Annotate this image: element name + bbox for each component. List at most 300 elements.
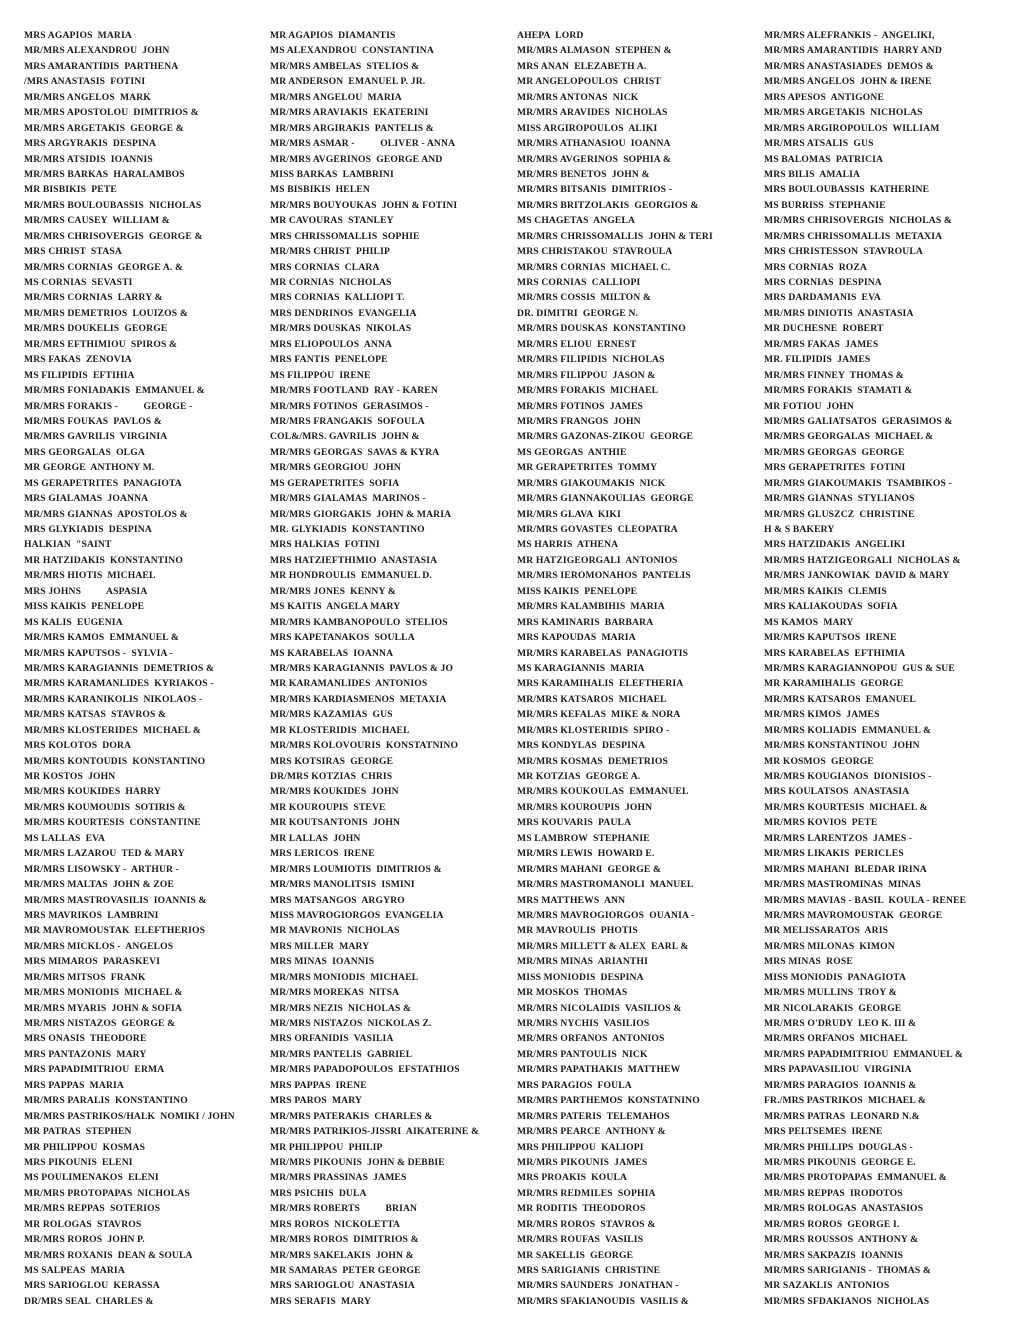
name-entry: MR ANGELOPOULOS CHRIST [517, 76, 661, 88]
name-entry: MR/MRS BRITZOLAKIS GEORGIOS & [517, 199, 699, 211]
name-entry: MRS HALKIAS FOTINI [270, 539, 380, 551]
name-entry: MR/MRS ROLOGAS ANASTASIOS [764, 1203, 924, 1215]
name-entry: MR/MRS FORAKIS MICHAEL [517, 385, 659, 397]
name-entry: MRS GERAPETRITES FOTINI [764, 462, 906, 474]
name-entry: MR/MRS CORNIAS GEORGE A. & [24, 261, 184, 273]
name-entry: MRS PARAGIOS FOULA [517, 1079, 632, 1091]
name-entry: MRS MATSANGOS ARGYRO [270, 894, 405, 906]
name-entry: MS CHAGETAS ANGELA [517, 215, 636, 227]
name-entry: MR/MRS KARAGIANNIS PAVLOS & JO [270, 662, 454, 674]
name-entry: MS POULIMENAKOS ELENI [24, 1172, 159, 1184]
name-entry: MR/MRS KAZAMIAS GUS [270, 709, 393, 721]
name-entry: MR/MRS AVGERINOS SOPHIA & [517, 153, 672, 165]
name-entry: MRS MINAS ROSE [764, 956, 853, 968]
name-entry: MS SALPEAS MARIA [24, 1265, 125, 1276]
name-entry: MR/MRS PROTOPAPAS NICHOLAS [24, 1187, 190, 1199]
name-entry: MR/MRS NYCHIS VASILIOS [517, 1018, 650, 1029]
name-entry: MR/MRS ROROS DIMITRIOS & [270, 1234, 419, 1246]
name-entry: MR/MRS PATERAKIS CHARLES & [270, 1110, 433, 1122]
name-entry: MR/MRS ALEFRANKIS - ANGELIKI, [764, 30, 935, 41]
name-entry: MRS PAPAVASILIOU VIRGINIA [764, 1064, 912, 1076]
name-entry: MR/MRS KAPUTSOS IRENE [764, 632, 897, 644]
name-entry: MR/MRS ASMAR - OLIVER - ANNA [270, 138, 456, 150]
name-entry: MRS CORNIAS CALLIOPI [517, 277, 641, 288]
name-entry: MRS PIKOUNIS ELENI [24, 1156, 133, 1168]
name-entry: MRS MIMAROS PARASKEVI [24, 956, 161, 968]
name-entry: MR/MRS MINAS ARIANTHI [517, 956, 648, 968]
name-entry: MR/MRS IEROMONAHOS PANTELIS [517, 570, 691, 582]
name-entry: MR KLOSTERIDIS MICHAEL [270, 724, 410, 736]
name-entry: MR/MRS MULLINS TROY & [764, 987, 897, 999]
name-entry: MR/MRS ROROS STAVROS & [517, 1218, 656, 1230]
name-entry: MR/MRS GIORGAKIS JOHN & MARIA [270, 508, 452, 520]
name-entry: MRS KAPOUDAS MARIA [517, 632, 636, 644]
name-entry: MRS DENDRINOS EVANGELIA [270, 307, 417, 319]
name-entry: MR/MRS MALTAS JOHN & ZOE [24, 879, 175, 891]
name-entry: MR/MRS KOSMAS DEMETRIOS [517, 755, 668, 767]
name-entry: MR/MRS ATSIDIS IOANNIS [24, 153, 153, 165]
name-entry: MR KOUROUPIS STEVE [270, 801, 386, 813]
name-entry: MRS GEORGALAS OLGA [24, 446, 145, 458]
name-entry: MR/MRS KATSAROS EMANUEL [764, 693, 916, 705]
name-entry: MR/MRS CHRIST PHILIP [270, 246, 390, 258]
name-entry: MR RODITIS THEODOROS [517, 1203, 646, 1215]
name-entry: MR/MRS MOREKAS NITSA [270, 987, 400, 999]
name-entry: MR KARAMANLIDES ANTONIOS [270, 678, 428, 690]
name-entry: MS FILIPPOU IRENE [270, 369, 371, 381]
name-entry: MR/MRS MILLETT & ALEX EARL & [517, 940, 689, 952]
name-entry: MRS HATZIDAKIS ANGELIKI [764, 539, 906, 551]
name-entry: MR/MRS LIKAKIS PERICLES [764, 848, 904, 860]
name-entry: MRS CORNIAS DESPINA [764, 277, 882, 288]
name-entry: MR/MRS FONIADAKIS EMMANUEL & [24, 385, 205, 397]
name-entry: MR/MRS GALIATSATOS GERASIMOS & [764, 415, 953, 427]
name-entry: MR/MRS KOUKOULAS EMMANUEL [517, 786, 689, 798]
name-entry: MR MOSKOS THOMAS [517, 987, 628, 999]
name-entry: MR PHILIPPOU PHILIP [270, 1141, 383, 1153]
name-entry: MR KARAMIHALIS GEORGE [764, 678, 904, 690]
name-entry: MR/MRS MAHANI GEORGE & [517, 863, 662, 875]
name-entry: MR/MRS MYARIS JOHN & SOFIA [24, 1002, 182, 1014]
name-entry: MR/MRS KEFALAS MIKE & NORA [517, 709, 681, 721]
name-entry: MR/MRS MANOLITSIS ISMINI [270, 879, 415, 891]
name-entry: MR SAZAKLIS ANTONIOS [764, 1280, 890, 1292]
name-entry: MR/MRS COSSIS MILTON & [517, 292, 652, 304]
name-entry: MR/MRS KARDIASMENOS METAXIA [270, 693, 447, 705]
name-entry: MISS KAIKIS PENELOPE [24, 601, 145, 613]
name-entry: MRS CHRISTAKOU STAVROULA [517, 246, 673, 258]
name-entry: MS LALLAS EVA [24, 832, 106, 844]
name-entry: MR/MRS KAMOS EMMANUEL & [24, 632, 179, 644]
name-entry: MRS KALIAKOUDAS SOFIA [764, 601, 898, 613]
name-entry: MR/MRS MONIODIS MICHAEL & [24, 987, 183, 999]
name-entry: MR/MRS ELIOU ERNEST [517, 338, 637, 350]
name-entry: MR/MRS KOLIADIS EMMANUEL & [764, 724, 932, 736]
name-entry: MR/MRS SFDAKIANOS NICHOLAS [764, 1295, 930, 1307]
name-entry: MR/MRS HIOTIS MICHAEL [24, 570, 156, 582]
name-entry: MR/MRS ROROS JOHN P. [24, 1234, 145, 1246]
name-entry: MRS KOTSIRAS GEORGE [270, 755, 394, 767]
name-entry: MR/MRS PARTHEMOS KONSTATNINO [517, 1095, 700, 1107]
name-entry: MISS MONIODIS DESPINA [517, 971, 644, 983]
name-entry: MRS PROAKIS KOULA [517, 1172, 628, 1184]
name-entry: MR/MRS ROBERTS BRIAN [270, 1203, 418, 1215]
name-entry: MRS MINAS IOANNIS [270, 956, 375, 968]
name-entry: MRS LERICOS IRENE [270, 848, 375, 860]
name-entry: MR/MRS BARKAS HARALAMBOS [24, 168, 185, 180]
name-entry: MR/MRS MITSOS FRANK [24, 971, 146, 983]
name-entry: MR/MRS NEZIS NICHOLAS & [270, 1002, 412, 1014]
name-entry: MR KOSTOS JOHN [24, 771, 116, 782]
name-entry: MRS SERAFIS MARY [270, 1295, 372, 1307]
name-entry: MR/MRS DINIOTIS ANASTASIA [764, 307, 914, 319]
name-entry: MRS DARDAMANIS EVA [764, 292, 882, 304]
name-entry: MR SAKELLIS GEORGE [517, 1249, 634, 1261]
name-entry: DR/MRS KOTZIAS CHRIS [270, 771, 393, 782]
name-entry: MR/MRS KOUKIDES JOHN [270, 786, 399, 798]
name-entry: MR CORNIAS NICHOLAS [270, 277, 392, 288]
name-entry: MR AGAPIOS DIAMANTIS [270, 30, 396, 41]
name-entry: MS BISBIKIS HELEN [270, 184, 371, 196]
name-entry: MR/MRS JANKOWIAK DAVID & MARY [764, 570, 950, 582]
name-entry: MR/MRS FRANGOS JOHN [517, 415, 641, 427]
name-entry: MRS CORNIAS KALLIOPI T. [270, 292, 405, 304]
name-entry: MR/MRS MASTROMINAS MINAS [764, 879, 921, 891]
name-entry: MR/MRS LOUMIOTIS DIMITRIOS & [270, 863, 442, 875]
name-entry: MRS GLYKIADIS DESPINA [24, 524, 152, 535]
name-entry: MRS KAMINARIS BARBARA [517, 616, 654, 628]
name-entry: MR/MRS PIKOUNIS JAMES [517, 1156, 648, 1168]
name-entry: MR/MRS GLAVA KIKI [517, 508, 621, 520]
name-entry: MR/MRS ROROS GEORGE I. [764, 1218, 900, 1230]
name-entry: MR/MRS SAUNDERS JONATHAN - [517, 1280, 679, 1292]
name-entry: MR/MRS BOULOUBASSIS NICHOLAS [24, 199, 202, 211]
name-entry: MRS SARIGIANIS CHRISTINE [517, 1265, 661, 1276]
name-entry: MR/MRS GIANNAS APOSTOLOS & [24, 508, 188, 520]
name-entry: MR/MRS ARGETAKIS NICHOLAS [764, 107, 923, 119]
name-entry: MR/MRS KAPUTSOS - SYLVIA - [24, 647, 173, 659]
name-entry: MRS PAROS MARY [270, 1095, 363, 1107]
name-entry: MRS PAPPAS MARIA [24, 1079, 124, 1091]
name-entry: MR CAVOURAS STANLEY [270, 215, 394, 227]
name-entry: MR/MRS SARIGIANIS - THOMAS & [764, 1265, 932, 1276]
name-entry: MR/MRS ANGELOS MARK [24, 91, 151, 103]
name-entry: MRS ELIOPOULOS ANNA [270, 338, 393, 350]
name-entry: MR DUCHESNE ROBERT [764, 323, 884, 335]
name-entry: MS LAMBROW STEPHANIE [517, 832, 650, 844]
name-entry: MR/MRS KAMBANOPOULO STELIOS [270, 616, 448, 628]
name-entry: MR/MRS MAHANI BLEDAR IRINA [764, 863, 927, 875]
name-entry: MR/MRS SAKPAZIS IOANNIS [764, 1249, 904, 1261]
name-entry: MR/MRS KARANIKOLIS NIKOLAOS - [24, 693, 203, 705]
name-entry: MR. FILIPIDIS JAMES [764, 354, 871, 366]
name-entry: MRS ORFANIDIS VASILIA [270, 1033, 394, 1045]
name-entry: MR. GLYKIADIS KONSTANTINO [270, 524, 425, 535]
name-entry: MR/MRS ROUSSOS ANTHONY & [764, 1234, 919, 1246]
name-entry: MR/MRS GEORGAS GEORGE [764, 446, 905, 458]
name-entry: MR/MRS GIANNAS STYLIANOS [764, 493, 915, 505]
name-entry: MR/MRS ARGETAKIS GEORGE & [24, 122, 184, 134]
name-entry: MR/MRS PANTOULIS NICK [517, 1048, 648, 1060]
name-entry: MR/MRS PASTRIKOS/HALK NOMIKI / JOHN [24, 1110, 235, 1122]
name-entry: MRS PANTAZONIS MARY [24, 1048, 147, 1060]
name-entry: MR/MRS PARAGIOS IOANNIS & [764, 1079, 917, 1091]
name-entry: MISS MONIODIS PANAGIOTA [764, 971, 907, 983]
name-entry: MR/MRS ANTONAS NICK [517, 91, 639, 103]
name-entry: MR/MRS GLUSZCZ CHRISTINE [764, 508, 915, 520]
name-entry: MR/MRS ATHANASIOU IOANNA [517, 138, 671, 150]
name-entry: MR/MRS ROUFAS VASILIS [517, 1234, 644, 1246]
name-entry: MR/MRS AVGERINOS GEORGE AND [270, 153, 443, 165]
name-entry: MR/MRS FORAKIS - GEORGE - [24, 400, 193, 412]
name-entry: MR/MRS AMBELAS STELIOS & [270, 60, 420, 72]
name-entry: MR/MRS NISTAZOS NICKOLAS Z. [270, 1018, 432, 1029]
name-entry: MR/MRS CHRISOVERGIS GEORGE & [24, 230, 203, 242]
name-entry: MR MELISSARATOS ARIS [764, 925, 889, 937]
name-entry: MRS BILIS AMALIA [764, 168, 861, 180]
name-entry: MRS PELTSEMES IRENE [764, 1126, 883, 1138]
name-entry: MR/MRS KARABELAS PANAGIOTIS [517, 647, 689, 659]
name-entry: MRS CORNIAS CLARA [270, 261, 380, 273]
name-entry: DR/MRS SEAL CHARLES & [24, 1295, 154, 1307]
name-entry: MISS BARKAS LAMBRINI [270, 168, 394, 180]
name-entry: MS HARRIS ATHENA [517, 539, 619, 551]
name-entry: MR MAVRONIS NICHOLAS [270, 925, 400, 937]
name-entry: MS BURRISS STEPHANIE [764, 199, 886, 211]
name-entry: MR/MRS AMARANTIDIS HARRY AND [764, 45, 942, 57]
name-entry: MR GERAPETRITES TOMMY [517, 462, 658, 474]
name-entry: MR/MRS CHRISSOMALLIS JOHN & TERI [517, 230, 713, 242]
name-entry: MR/MRS PATRAS LEONARD N.& [764, 1110, 920, 1122]
name-entry: MR/MRS ORFANOS MICHAEL [764, 1033, 908, 1045]
name-entry: MR/MRS FORAKIS STAMATI & [764, 385, 913, 397]
name-entry: MRS MAVRIKOS LAMBRINI [24, 909, 159, 921]
name-entry: MR ANDERSON EMANUEL P. JR. [270, 76, 426, 88]
name-entry: MR/MRS PIKOUNIS JOHN & DEBBIE [270, 1156, 445, 1168]
name-column-4 [764, 28, 1014, 1309]
name-entry: MR/MRS ROXANIS DEAN & SOULA [24, 1249, 193, 1261]
name-entry: MRS MILLER MARY [270, 940, 370, 952]
name-entry: MR/MRS BENETOS JOHN & [517, 168, 650, 180]
name-entry: MR/MRS ARAVIDES NICHOLAS [517, 107, 668, 119]
name-entry: MR/MRS CHRISSOMALLIS METAXIA [764, 230, 943, 242]
name-entry: HALKIAN "SAINT [24, 539, 112, 551]
name-entry: MR/MRS PAPATHAKIS MATTHEW [517, 1064, 681, 1076]
name-entry: MRS ANAN ELEZABETH A. [517, 60, 647, 72]
name-entry: MRS APESOS ANTIGONE [764, 91, 885, 103]
name-entry: MR PHILIPPOU KOSMAS [24, 1141, 146, 1153]
name-entry: MRS MATTHEWS ANN [517, 894, 626, 906]
name-column-2 [270, 28, 510, 1309]
name-entry: MRS KOLOTOS DORA [24, 740, 132, 752]
name-entry: MS GERAPETRITES PANAGIOTA [24, 477, 182, 489]
name-entry: MR/MRS REDMILES SOPHIA [517, 1187, 656, 1199]
name-entry: MR/MRS GIANNAKOULIAS GEORGE [517, 493, 694, 505]
name-entry: MR/MRS ANASTASIADES DEMOS & [764, 60, 934, 72]
name-entry: MISS KAIKIS PENELOPE [517, 585, 638, 597]
name-entry: FR./MRS PASTRIKOS MICHAEL & [764, 1095, 927, 1107]
name-entry: MISS MAVROGIORGOS EVANGELIA [270, 909, 444, 921]
name-entry: MR/MRS FAKAS JAMES [764, 338, 879, 350]
name-entry: MR/MRS PEARCE ANTHONY & [517, 1126, 666, 1138]
name-entry: MRS SARIOGLOU KERASSA [24, 1280, 160, 1292]
name-entry: DR. DIMITRI GEORGE N. [517, 307, 639, 319]
name-entry: MR/MRS KOUROUPIS JOHN [517, 801, 653, 813]
name-entry: MR/MRS KOUKIDES HARRY [24, 786, 162, 798]
name-entry: MR/MRS ALMASON STEPHEN & [517, 45, 672, 57]
name-entry: MR/MRS KIMOS JAMES [764, 709, 880, 721]
name-entry: MR/MRS BOUYOUKAS JOHN & FOTINI [270, 199, 458, 211]
name-entry: MR PATRAS STEPHEN [24, 1126, 132, 1138]
name-entry: MR/MRS PATERIS TELEMAHOS [517, 1110, 670, 1122]
name-entry: MR/MRS ANGELOS JOHN & IRENE [764, 76, 932, 88]
name-entry: MRS PAPADIMITRIOU ERMA [24, 1064, 165, 1076]
name-entry: MR/MRS PATRIKIOS-JISSRI AIKATERINE & [270, 1126, 480, 1138]
name-entry: MR/MRS CHRISOVERGIS NICHOLAS & [764, 215, 953, 227]
name-entry: MRS AGAPIOS MARIA [24, 30, 132, 41]
name-entry: MR/MRS GAVRILIS VIRGINIA [24, 431, 168, 443]
name-entry: MR/MRS REPPAS IRODOTOS [764, 1187, 903, 1199]
name-entry: MS KAITIS ANGELA MARY [270, 601, 401, 613]
name-entry: MS KAMOS MARY [764, 616, 854, 628]
name-entry: MR/MRS GEORGIOU JOHN [270, 462, 401, 474]
name-entry: MR/MRS CAUSEY WILLIAM & [24, 215, 170, 227]
name-entry: MR/MRS DEMETRIOS LOUIZOS & [24, 307, 188, 319]
name-entry: MR/MRS HATZIGEORGALI NICHOLAS & [764, 554, 961, 566]
name-entry: MISS ARGIROPOULOS ALIKI [517, 122, 658, 134]
name-entry: MR/MRS KOUMOUDIS SOTIRIS & [24, 801, 186, 813]
name-entry: MR/MRS KOURTESIS MICHAEL & [764, 801, 928, 813]
name-entry: MS KALIS EUGENIA [24, 616, 123, 628]
name-entry: H & S BAKERY [764, 524, 835, 535]
name-entry: MRS BOULOUBASSIS KATHERINE [764, 184, 930, 196]
name-entry: MR SAMARAS PETER GEORGE [270, 1265, 421, 1276]
name-entry: MR/MRS MAVROMOUSTAK GEORGE [764, 909, 943, 921]
name-entry: MS BALOMAS PATRICIA [764, 153, 884, 165]
name-entry: MR/MRS KOLOVOURIS KONSTATNINO [270, 740, 459, 752]
name-entry: MRS GIALAMAS JOANNA [24, 493, 149, 505]
name-entry: MR/MRS CORNIAS LARRY & [24, 292, 163, 304]
name-entry: MR KOSMOS GEORGE [764, 755, 874, 767]
name-entry: MR/MRS SFAKIANOUDIS VASILIS & [517, 1295, 689, 1307]
name-entry: MR/MRS FILIPPOU JASON & [517, 369, 656, 381]
name-entry: MRS PAPPAS IRENE [270, 1079, 367, 1091]
name-entry: MR/MRS O'DRUDY LEO K. III & [764, 1018, 917, 1029]
name-entry: MR/MRS GAZONAS-ZIKOU GEORGE [517, 431, 694, 443]
name-entry: MR/MRS DOUSKAS KONSTANTINO [517, 323, 686, 335]
name-entry: MR FOTIOU JOHN [764, 400, 854, 412]
name-entry: MR/MRS GIALAMAS MARINOS - [270, 493, 426, 505]
name-entry: MS GERAPETRITES SOFIA [270, 477, 400, 489]
name-entry: MS CORNIAS SEVASTI [24, 277, 133, 288]
name-entry: MR/MRS MASTROMANOLI MANUEL [517, 879, 694, 891]
name-entry: MR/MRS PHILLIPS DOUGLAS - [764, 1141, 913, 1153]
name-entry: MRS HATZIEFTHIMIO ANASTASIA [270, 554, 438, 566]
name-entry: MR KOUTSANTONIS JOHN [270, 817, 401, 829]
name-entry: MR ROLOGAS STAVROS [24, 1218, 142, 1230]
name-entry: MRS KOULATSOS ANASTASIA [764, 786, 910, 798]
name-entry: MR/MRS LARENTZOS JAMES - [764, 832, 913, 844]
name-column-3 [517, 28, 757, 1309]
name-entry: MR NICOLARAKIS GEORGE [764, 1002, 902, 1014]
name-entry: MRS PHILIPPOU KALIOPI [517, 1141, 644, 1153]
name-entry: MR/MRS FRANGAKIS SOFOULA [270, 415, 425, 427]
name-entry: MRS FAKAS ZENOVIA [24, 354, 132, 366]
name-entry: MR/MRS LAZAROU TED & MARY [24, 848, 185, 860]
name-entry: MRS KARABELAS EFTHIMIA [764, 647, 906, 659]
name-entry: MR/MRS KARAGIANNIS DEMETRIOS & [24, 662, 215, 674]
name-entry: MR MAVROULIS PHOTIS [517, 925, 638, 937]
name-entry: MS KARAGIANNIS MARIA [517, 662, 645, 674]
name-entry: MRS SARIOGLOU ANASTASIA [270, 1280, 415, 1292]
name-entry: MR BISBIKIS PETE [24, 184, 117, 196]
name-entry: MRS AMARANTIDIS PARTHENA [24, 60, 179, 72]
name-entry: MR MAVROMOUSTAK ELEFTHERIOS [24, 925, 206, 937]
name-entry: MR/MRS FILIPIDIS NICHOLAS [517, 354, 665, 366]
name-entry: MRS FANTIS PENELOPE [270, 354, 388, 366]
name-entry: MS GEORGAS ANTHIE [517, 446, 627, 458]
name-entry: MR/MRS JONES KENNY & [270, 585, 396, 597]
name-entry: MR/MRS KARAMANLIDES KYRIAKOS - [24, 678, 214, 690]
name-entry: MR KOTZIAS GEORGE A. [517, 771, 641, 782]
name-entry: MR/MRS FOTINOS GERASIMOS - [270, 400, 429, 412]
name-entry: MRS KAPETANAKOS SOULLA [270, 632, 415, 644]
name-entry: MR/MRS ARAVIAKIS EKATERINI [270, 107, 429, 119]
name-entry: MRS KARAMIHALIS ELEFTHERIA [517, 678, 684, 690]
name-entry: MR/MRS KONSTANTINOU JOHN [764, 740, 920, 752]
name-entry: MRS ROROS NICKOLETTA [270, 1218, 401, 1230]
name-entry: MR/MRS MICKLOS - ANGELOS [24, 940, 174, 952]
name-entry: MR/MRS FINNEY THOMAS & [764, 369, 904, 381]
name-entry: MR/MRS MILONAS KIMON [764, 940, 895, 952]
name-entry: MR/MRS GEORGALAS MICHAEL & [764, 431, 934, 443]
name-entry: MR/MRS FOUKAS PAVLOS & [24, 415, 162, 427]
name-entry: MR LALLAS JOHN [270, 832, 361, 844]
name-entry: MR/MRS EFTHIMIOU SPIROS & [24, 338, 178, 350]
name-entry: MR/MRS ANGELOU MARIA [270, 91, 402, 103]
name-entry: MR/MRS PAPADOPOULOS EFSTATHIOS [270, 1064, 460, 1076]
name-list-sheet [0, 28, 1024, 1318]
name-entry: MR/MRS APOSTOLOU DIMITRIOS & [24, 107, 199, 119]
name-entry: MR/MRS NICOLAIDIS VASILIOS & [517, 1002, 682, 1014]
name-entry: MR GEORGE ANTHONY M. [24, 462, 155, 474]
name-entry: /MRS ANASTASIS FOTINI [24, 76, 146, 88]
name-entry: MR/MRS LISOWSKY - ARTHUR - [24, 863, 180, 875]
name-entry: MS FILIPIDIS EFTIHIA [24, 369, 135, 381]
name-entry: MR/MRS MAVROGIORGOS OUANIA - [517, 909, 695, 921]
name-entry: MR/MRS PIKOUNIS GEORGE E. [764, 1156, 916, 1168]
name-entry: MR/MRS KOUGIANOS DIONISIOS - [764, 771, 932, 782]
name-entry: MRS PSICHIS DULA [270, 1187, 367, 1199]
name-entry: MR HATZIDAKIS KONSTANTINO [24, 554, 183, 566]
name-entry: MRS ARGYRAKIS DESPINA [24, 138, 157, 150]
name-column-1 [24, 28, 262, 1309]
name-entry: MR/MRS ATSALIS GUS [764, 138, 874, 150]
name-entry: MR/MRS FOTINOS JAMES [517, 400, 644, 412]
name-entry: MRS JOHNS ASPASIA [24, 585, 148, 597]
name-entry: MR/MRS GOVASTES CLEOPATRA [517, 524, 678, 535]
name-entry: MR/MRS LEWIS HOWARD E. [517, 848, 655, 860]
name-entry: MRS KOUVARIS PAULA [517, 817, 632, 829]
name-entry: MR/MRS ARGIRAKIS PANTELIS & [270, 122, 434, 134]
name-entry: MR/MRS KLOSTERIDIS SPIRO - [517, 724, 670, 736]
name-entry: MR/MRS PRASSINAS JAMES [270, 1172, 407, 1184]
name-entry: MR/MRS MONIODIS MICHAEL [270, 971, 419, 983]
name-entry: AHEPA LORD [517, 30, 584, 41]
name-entry: MRS ONASIS THEODORE [24, 1033, 147, 1045]
name-entry: MR/MRS DOUSKAS NIKOLAS [270, 323, 412, 335]
name-entry: MR/MRS FOOTLAND RAY - KAREN [270, 385, 438, 397]
